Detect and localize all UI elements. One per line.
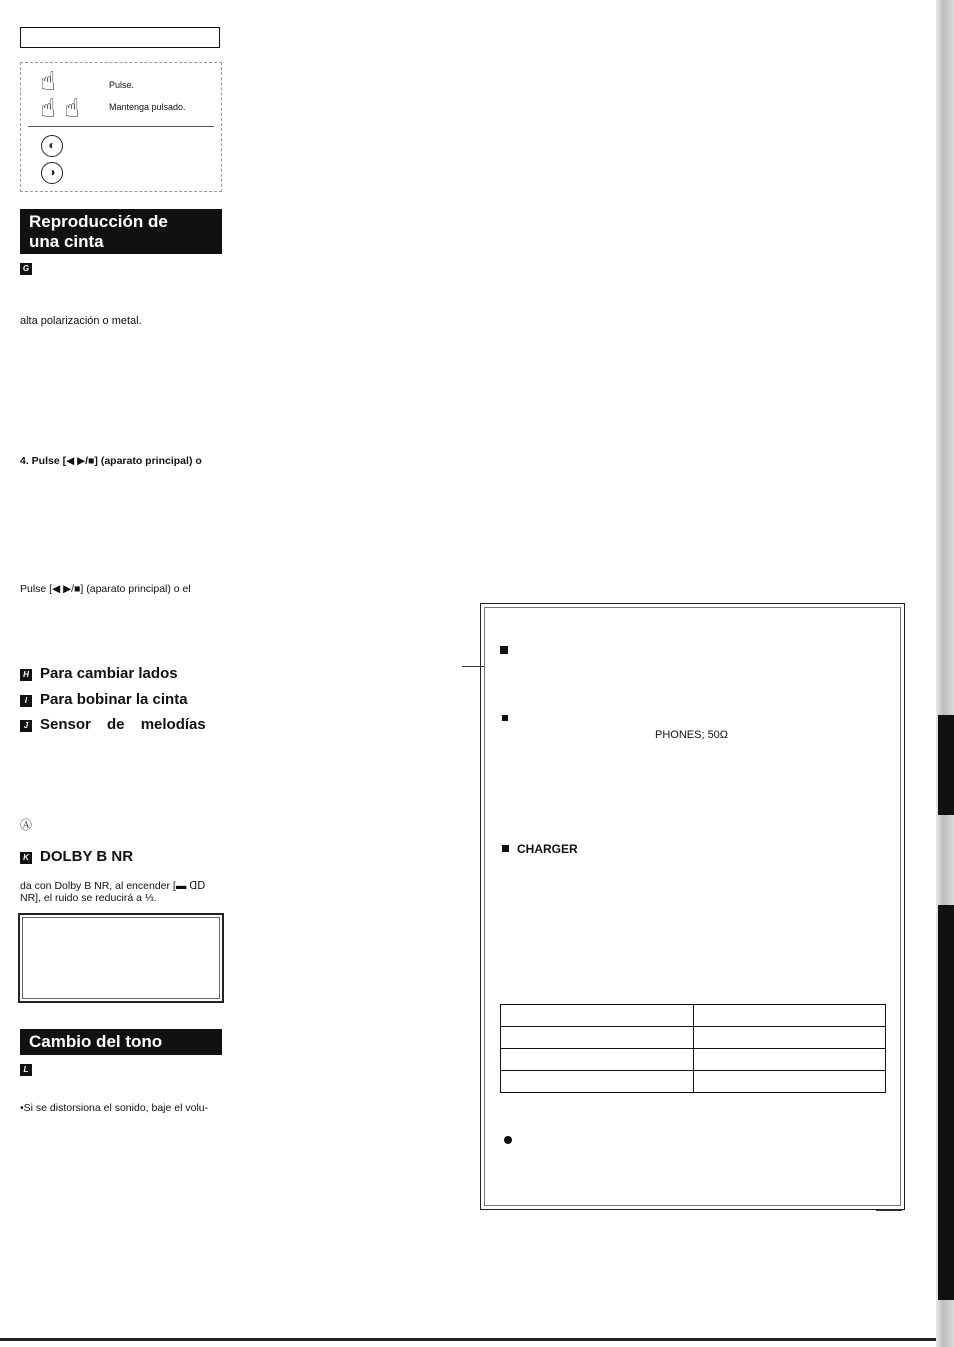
heading-melody-sensor: Sensor de melodías (40, 716, 206, 733)
charger-heading: CHARGER (517, 842, 578, 856)
playback-bias-text: alta polarización o metal. (20, 315, 142, 327)
phones-spec: PHONES; 50Ω (655, 729, 729, 741)
playback-stop-text: Pulse [◀ ▶/■] (aparato principal) o el (20, 583, 191, 595)
tone-note: •Si se distorsiona el sonido, baje el volu- (20, 1102, 209, 1114)
dolby-text-line2: NR], el ruido se reducirá a ⅓. (20, 892, 157, 904)
heading-rewind-tape: Para bobinar la cinta (40, 691, 188, 708)
playback-step4: 4. Pulse [◀ ▶/■] (aparato principal) o (20, 455, 202, 467)
disc-icon: ◐ (41, 135, 63, 157)
page-bottom-line (0, 1338, 936, 1341)
table-cell (693, 1049, 886, 1071)
info-frame-inner (484, 607, 901, 1206)
note-frame-inner (22, 917, 220, 999)
heading-dolby: DOLBY B NR (40, 848, 134, 865)
table-cell (501, 1049, 694, 1071)
table-row (501, 1027, 886, 1049)
section-title-playback (20, 209, 222, 254)
marker-l: L (20, 1064, 32, 1076)
bullet-square-1 (500, 646, 508, 654)
marker-j: J (20, 720, 32, 732)
hand-hold-icon-second: ☝ (64, 93, 80, 123)
hand-press-icon: ☝ (40, 66, 56, 96)
section-title-tone: Cambio del tono (20, 1029, 222, 1055)
table-cell (693, 1027, 886, 1049)
disc-icon-second: ◑ (41, 162, 63, 184)
page-edge-dark-band (938, 715, 954, 815)
marker-g: G (20, 263, 32, 275)
table-cell (501, 1005, 694, 1027)
table-row (501, 1005, 886, 1027)
table-cell (693, 1071, 886, 1093)
marker-h: H (20, 669, 32, 681)
legend-divider (28, 126, 214, 127)
marker-k: K (20, 852, 32, 864)
circle-a-symbol: Ⓐ (20, 818, 33, 832)
frame-pointer-line (462, 666, 484, 667)
table-cell (693, 1005, 886, 1027)
hand-hold-icon: ☝ (40, 93, 56, 123)
bullet-square-3 (502, 845, 509, 852)
bullet-square-2 (502, 715, 508, 721)
legend-press-label: Pulse. (109, 80, 135, 90)
table-cell (501, 1027, 694, 1049)
section-title-playback-line2: una cinta (29, 232, 104, 251)
section-title-playback-line1: Reproducción de (29, 212, 168, 231)
table-row (501, 1049, 886, 1071)
page-edge-dark-band-lower (938, 905, 954, 1300)
frame-bottom-tick (876, 1210, 902, 1211)
heading-change-sides: Para cambiar lados (40, 665, 178, 682)
marker-i: I (20, 695, 32, 707)
legend-hold-label: Mantenga pulsado. (109, 102, 186, 112)
dolby-text-line1: da con Dolby B NR, al encender [▬ ᗡᗞ (20, 880, 206, 892)
header-box (20, 27, 220, 48)
table-row (501, 1071, 886, 1093)
bullet-dot (504, 1136, 512, 1144)
spec-table (500, 1004, 886, 1093)
table-cell (501, 1071, 694, 1093)
